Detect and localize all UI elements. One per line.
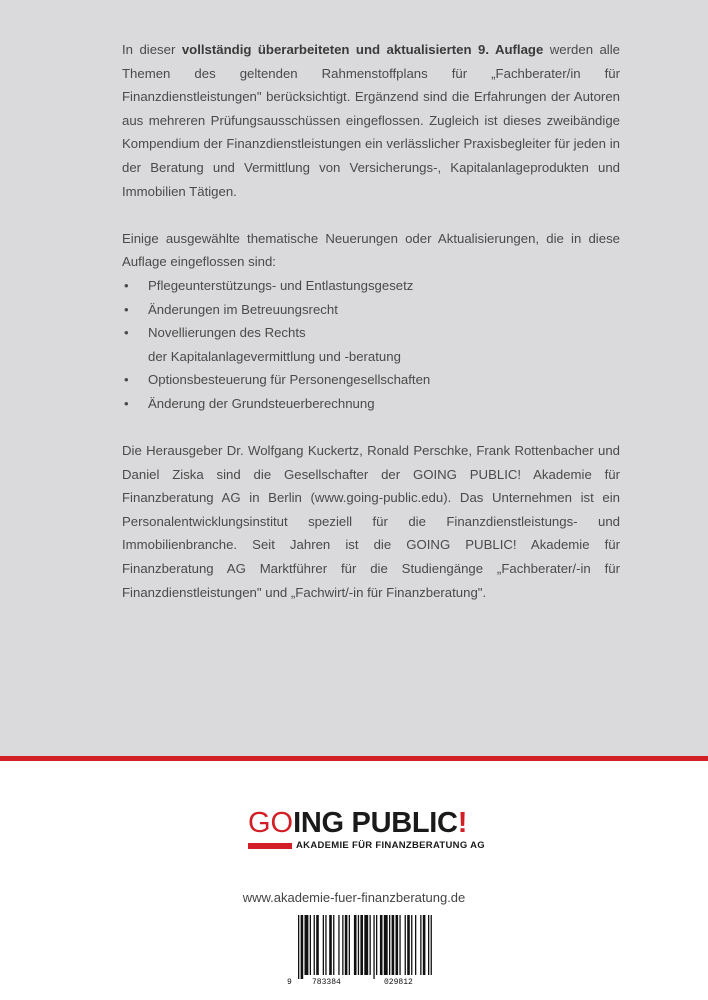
intro-lead: In dieser: [122, 42, 182, 57]
barcode-bar: [405, 915, 406, 975]
barcode-bar: [415, 915, 416, 975]
barcode-bar: [333, 915, 334, 975]
barcode-digits-left: 783384: [312, 978, 341, 987]
barcode-bar: [305, 915, 309, 975]
list-item: [122, 321, 620, 368]
barcode-bar: [345, 915, 348, 975]
barcode-bar: [392, 915, 395, 975]
logo-ing-public: ING PUBLIC: [293, 807, 458, 839]
logo-exclamation: !: [457, 807, 468, 839]
barcode-bar: [384, 915, 388, 975]
list-item-line2: der Kapitalanlagevermittlung und -beratung: [148, 348, 401, 364]
barcode-bar: [389, 915, 390, 975]
website-url: www.akademie-fuer-finanzberatung.de: [242, 890, 466, 905]
updates-intro-paragraph: Einige ausgewählte thematische Neuerungen oder Aktualisierungen, die in diese Auflage eingeflossen sind:: [122, 230, 620, 270]
barcode-bar: [349, 915, 350, 975]
barcode-digit-lead: 9: [287, 978, 292, 987]
going-public-logo: [248, 808, 498, 851]
barcode-bar: [407, 915, 410, 975]
barcode-bar: [354, 915, 357, 975]
barcode-bar: [301, 915, 304, 979]
barcode-bar: [411, 915, 412, 975]
list-item-line1: Novellierungen des Rechts: [148, 325, 306, 341]
barcode-bar: [310, 915, 311, 975]
isbn-barcode: [284, 913, 444, 987]
intro-rest: werden alle Themen des geltenden Rahmenstoffplans für „Fachberater/in für Finanzdienstleistungen" berücksichtigt. Ergänzend sind die Erfahrungen der Autoren aus mehreren Prüfungsausschüssen eingeflossen. Zugleich ist dieses zweibändige Kompendium der Finanzdienstleistungen ein verlässlicher Praxisbegleiter für jeden in der Beratung und Vermittlung von Versicherungs-, Kapitalanlageprodukten und Immobilien Tätigen.: [122, 42, 621, 199]
barcode-bar: [338, 915, 339, 975]
logo-wordmark: [248, 808, 498, 838]
list-item: • Pflegeunterstützungs- und Entlastungsgesetz: [122, 274, 620, 298]
description-text: [122, 38, 620, 604]
barcode-bar: [298, 915, 299, 979]
barcode-bar: [342, 915, 343, 975]
barcode-bar: [376, 915, 377, 975]
barcode-bar: [431, 915, 432, 975]
logo-go: GO: [248, 807, 294, 839]
barcode-bar: [396, 915, 399, 975]
intro-paragraph: [122, 38, 620, 203]
barcode-bar: [329, 915, 332, 975]
barcode-bar: [323, 915, 324, 975]
list-item: • Optionsbesteuerung für Personengesellschaften: [122, 368, 620, 392]
barcode-bar: [370, 915, 371, 975]
barcode-bar: [423, 915, 426, 975]
logo-subtitle: AKADEMIE FÜR FINANZBERATUNG AG: [296, 840, 485, 851]
barcode-bar: [358, 915, 359, 975]
barcode-bar: [428, 915, 429, 975]
barcode-bar: [380, 915, 383, 975]
logo-subtitle-row: [248, 840, 498, 851]
barcode-bar: [316, 915, 319, 975]
barcode-bar: [325, 915, 326, 975]
publisher-paragraph: Die Herausgeber Dr. Wolfgang Kuckertz, Ronald Perschke, Frank Rottenbacher und Daniel Ziska sind die Gesellschafter der GOING PUBLIC! Akademie für Finanzberatung AG in Berlin (www.going-public.edu). Das Unternehmen ist ein Personalentwicklungsinstitut speziell für die Finanzdienstleistungs- und Immobilienbranche. Seit Jahren ist die GOING PUBLIC! Akademie für Finanzberatung AG Marktführer für die Studiengänge „Fachberater/-in für Finanzdienstleistungen" und „Fachwirt/-in für Finanzberatung".: [122, 443, 620, 600]
barcode-bar: [364, 915, 368, 975]
updates-list: [122, 274, 620, 416]
barcode-bar: [314, 915, 315, 975]
list-item: • Änderung der Grundsteuerberechnung: [122, 392, 620, 416]
barcode-digits-right: 029812: [384, 978, 413, 987]
barcode-bar: [373, 915, 374, 979]
barcode-bar: [399, 915, 400, 975]
list-item: • Änderungen im Betreuungsrecht: [122, 298, 620, 322]
intro-bold: vollständig überarbeiteten und aktualisierten 9. Auflage: [181, 42, 544, 57]
logo-red-bar: [248, 843, 292, 849]
barcode-bar: [420, 915, 421, 975]
barcode-bar: [360, 915, 363, 975]
